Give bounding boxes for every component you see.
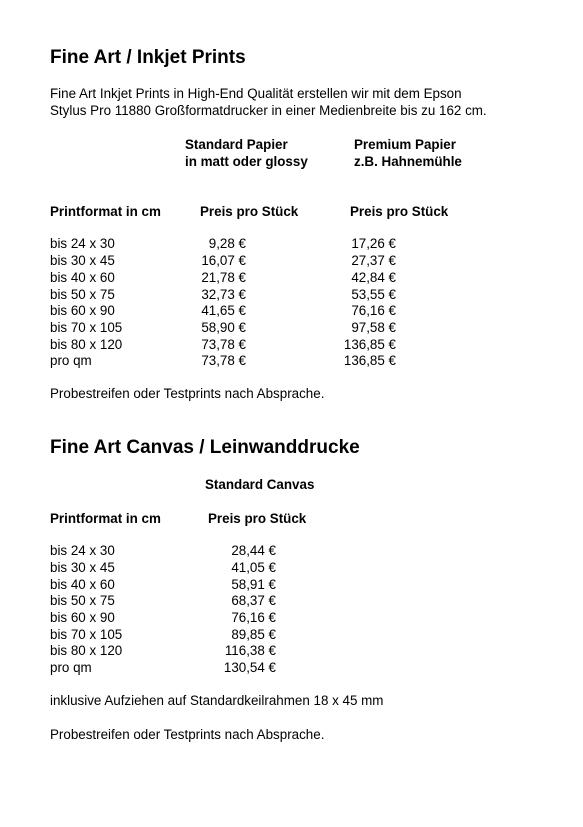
inkjet-col-format: Printformat in cm [50, 204, 161, 219]
format-cell: bis 24 x 30 [50, 543, 115, 558]
format-cell: bis 40 x 60 [50, 270, 115, 285]
table-row [0, 592, 583, 609]
canvas-title: Fine Art Canvas / Leinwanddrucke [50, 437, 360, 458]
price-cell: 130,54 € [223, 660, 276, 675]
format-cell: bis 50 x 75 [50, 593, 115, 608]
inkjet-test-note: Probestreifen oder Testprints nach Absprache. [50, 386, 325, 401]
format-cell: bis 80 x 120 [50, 337, 123, 352]
table-row [0, 559, 583, 576]
premium-paper-header: Premium Papier [354, 137, 456, 152]
table-row [0, 235, 583, 252]
format-cell: bis 80 x 120 [50, 643, 123, 658]
format-cell: bis 70 x 105 [50, 627, 123, 642]
premium-price-cell: 42,84 € [351, 270, 396, 285]
table-row [0, 609, 583, 626]
standard-price-cell: 73,78 € [201, 337, 246, 352]
premium-paper-subheader: z.B. Hahnemühle [354, 154, 462, 169]
format-cell: bis 40 x 60 [50, 577, 115, 592]
standard-price-cell: 32,73 € [201, 287, 246, 302]
format-cell: pro qm [50, 353, 92, 368]
format-cell: bis 70 x 105 [50, 320, 123, 335]
price-cell: 41,05 € [231, 560, 276, 575]
table-row [0, 352, 583, 369]
table-row [0, 642, 583, 659]
format-cell: bis 50 x 75 [50, 287, 115, 302]
inkjet-col-price-standard: Preis pro Stück [200, 204, 299, 219]
price-cell: 76,16 € [231, 610, 276, 625]
standard-price-cell: 41,65 € [201, 303, 246, 318]
canvas-frame-note: inklusive Aufziehen auf Standardkeilrahmen 18 x 45 mm [50, 693, 384, 708]
price-cell: 58,91 € [231, 577, 276, 592]
price-cell: 28,44 € [231, 543, 276, 558]
canvas-col-format: Printformat in cm [50, 511, 161, 526]
table-row [0, 542, 583, 559]
standard-price-cell: 9,28 € [208, 236, 246, 251]
table-row [0, 319, 583, 336]
table-row [0, 252, 583, 269]
inkjet-col-price-premium: Preis pro Stück [350, 204, 449, 219]
inkjet-intro-line-1: Fine Art Inkjet Prints in High-End Qualität erstellen wir mit dem Epson [50, 86, 462, 101]
price-cell: 116,38 € [224, 643, 276, 658]
premium-price-cell: 27,37 € [351, 253, 396, 268]
table-row [0, 269, 583, 286]
premium-price-cell: 53,55 € [351, 287, 396, 302]
premium-price-cell: 136,85 € [343, 337, 396, 352]
price-cell: 68,37 € [231, 593, 276, 608]
table-row [0, 576, 583, 593]
table-row [0, 286, 583, 303]
standard-paper-header: Standard Papier [185, 137, 288, 152]
standard-price-cell: 21,78 € [201, 270, 246, 285]
table-row [0, 626, 583, 643]
price-cell: 89,85 € [231, 627, 276, 642]
standard-price-cell: 73,78 € [201, 353, 246, 368]
format-cell: bis 30 x 45 [50, 560, 115, 575]
standard-paper-subheader: in matt oder glossy [185, 154, 308, 169]
format-cell: bis 24 x 30 [50, 236, 115, 251]
format-cell: bis 30 x 45 [50, 253, 115, 268]
premium-price-cell: 136,85 € [343, 353, 396, 368]
format-cell: bis 60 x 90 [50, 303, 115, 318]
standard-canvas-header: Standard Canvas [205, 477, 315, 492]
format-cell: bis 60 x 90 [50, 610, 115, 625]
premium-price-cell: 76,16 € [351, 303, 396, 318]
canvas-col-price: Preis pro Stück [208, 511, 307, 526]
table-row [0, 336, 583, 353]
table-row [0, 302, 583, 319]
premium-price-cell: 17,26 € [351, 236, 396, 251]
inkjet-title: Fine Art / Inkjet Prints [50, 47, 246, 68]
table-row [0, 659, 583, 676]
standard-price-cell: 16,07 € [201, 253, 246, 268]
inkjet-intro-line-2: Stylus Pro 11880 Großformatdrucker in einer Medienbreite bis zu 162 cm. [50, 103, 487, 118]
format-cell: pro qm [50, 660, 92, 675]
premium-price-cell: 97,58 € [351, 320, 396, 335]
canvas-test-note: Probestreifen oder Testprints nach Absprache. [50, 727, 325, 742]
standard-price-cell: 58,90 € [201, 320, 246, 335]
